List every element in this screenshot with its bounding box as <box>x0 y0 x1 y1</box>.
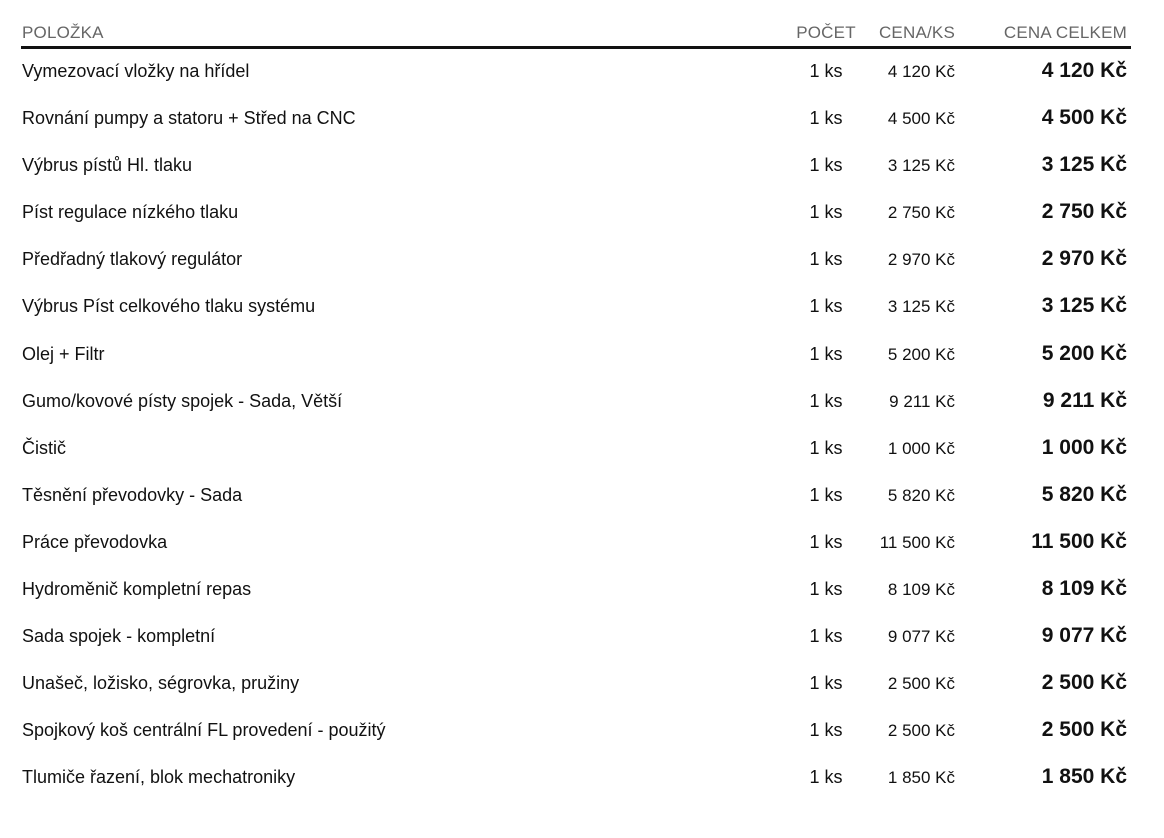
row-unit-price: 2 750 Kč <box>887 203 955 223</box>
row-total: 2 500 Kč <box>1041 671 1127 695</box>
row-item: Píst regulace nízkého tlaku <box>22 202 239 223</box>
table-row <box>21 379 1131 426</box>
row-unit-price: 3 125 Kč <box>887 297 955 317</box>
table-row <box>21 661 1131 708</box>
row-qty: 1 ks <box>809 673 843 694</box>
row-total: 2 970 Kč <box>1041 247 1127 271</box>
row-item: Předřadný tlakový regulátor <box>22 249 243 270</box>
row-item: Sada spojek - kompletní <box>22 626 216 647</box>
row-total: 1 850 Kč <box>1041 765 1127 789</box>
row-item: Čistič <box>22 437 66 458</box>
row-qty: 1 ks <box>809 249 843 270</box>
row-qty: 1 ks <box>809 108 843 129</box>
row-total: 8 109 Kč <box>1041 577 1127 601</box>
header-total: CENA CELKEM <box>1003 23 1127 42</box>
header-item: POLOŽKA <box>22 23 104 42</box>
row-qty: 1 ks <box>809 296 843 317</box>
row-item: Olej + Filtr <box>22 343 105 364</box>
row-total: 5 200 Kč <box>1041 341 1127 365</box>
row-unit-price: 4 120 Kč <box>887 62 955 81</box>
table-row <box>21 49 1131 96</box>
row-qty: 1 ks <box>809 720 843 741</box>
row-qty: 1 ks <box>809 531 843 552</box>
row-total: 1 000 Kč <box>1041 435 1127 459</box>
table-row <box>21 567 1131 614</box>
table-row <box>21 708 1131 755</box>
row-qty: 1 ks <box>809 202 843 223</box>
table-row <box>21 332 1131 379</box>
table-row <box>21 614 1131 661</box>
row-qty: 1 ks <box>809 155 843 176</box>
row-qty: 1 ks <box>809 61 843 81</box>
row-unit-price: 5 820 Kč <box>887 485 955 505</box>
table-row <box>21 473 1131 520</box>
row-qty: 1 ks <box>809 579 843 600</box>
row-qty: 1 ks <box>809 484 843 505</box>
table-row <box>21 143 1131 190</box>
table-header <box>21 18 1131 49</box>
table-row <box>21 284 1131 331</box>
invoice-items-table <box>21 18 1131 803</box>
table-row <box>21 426 1131 473</box>
table-row <box>21 755 1131 802</box>
row-total: 11 500 Kč <box>1031 529 1127 553</box>
row-item: Spojkový koš centrální FL provedení - použitý <box>22 720 386 741</box>
row-unit-price: 2 500 Kč <box>887 721 955 741</box>
header-qty: POČET <box>796 23 856 42</box>
table-row <box>21 96 1131 143</box>
row-item: Těsnění převodovky - Sada <box>22 484 243 505</box>
row-total: 9 211 Kč <box>1042 388 1127 412</box>
row-total: 4 500 Kč <box>1041 106 1127 130</box>
row-total: 4 120 Kč <box>1041 59 1127 82</box>
row-unit-price: 4 500 Kč <box>887 109 955 129</box>
row-unit-price: 2 500 Kč <box>887 674 955 694</box>
row-total: 3 125 Kč <box>1041 294 1127 318</box>
row-qty: 1 ks <box>809 437 843 458</box>
row-item: Hydroměnič kompletní repas <box>22 579 252 600</box>
row-item: Tlumiče řazení, blok mechatroniky <box>22 767 296 788</box>
row-item: Rovnání pumpy a statoru + Střed na CNC <box>22 108 356 129</box>
row-unit-price: 3 125 Kč <box>887 156 955 176</box>
row-unit-price: 8 109 Kč <box>887 580 955 600</box>
row-unit-price: 2 970 Kč <box>887 250 955 270</box>
row-qty: 1 ks <box>809 767 843 788</box>
row-qty: 1 ks <box>809 390 843 411</box>
row-item: Vymezovací vložky na hřídel <box>22 61 250 81</box>
row-unit-price: 11 500 Kč <box>879 532 955 552</box>
row-unit-price: 9 211 Kč <box>889 391 955 411</box>
row-total: 2 750 Kč <box>1041 200 1127 224</box>
header-unit-price: CENA/KS <box>878 23 955 42</box>
row-item: Gumo/kovové písty spojek - Sada, Větší <box>22 390 343 411</box>
row-item: Výbrus Píst celkového tlaku systému <box>22 296 316 317</box>
row-qty: 1 ks <box>809 626 843 647</box>
table-row <box>21 237 1131 284</box>
row-total: 2 500 Kč <box>1041 718 1127 742</box>
row-total: 5 820 Kč <box>1041 482 1127 506</box>
row-unit-price: 1 000 Kč <box>887 438 955 458</box>
row-total: 9 077 Kč <box>1041 624 1127 648</box>
row-unit-price: 5 200 Kč <box>887 344 955 364</box>
row-unit-price: 9 077 Kč <box>887 627 955 647</box>
row-item: Výbrus pístů Hl. tlaku <box>22 155 193 176</box>
row-item: Práce převodovka <box>22 531 168 552</box>
table-row <box>21 520 1131 567</box>
row-qty: 1 ks <box>809 343 843 364</box>
row-unit-price: 1 850 Kč <box>887 768 955 788</box>
row-total: 3 125 Kč <box>1041 153 1127 177</box>
table-row <box>21 190 1131 237</box>
row-item: Unašeč, ložisko, ségrovka, pružiny <box>22 673 300 694</box>
